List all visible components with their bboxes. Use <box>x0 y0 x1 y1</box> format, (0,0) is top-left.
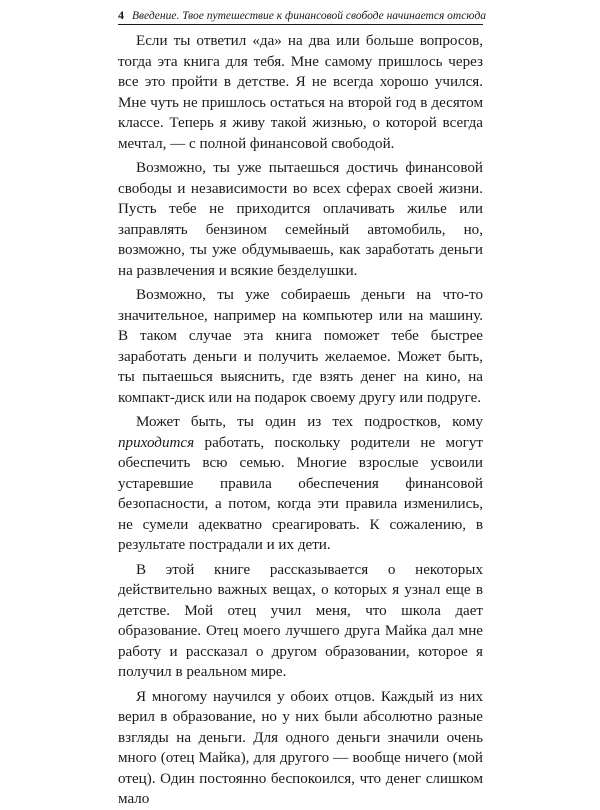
paragraph-text: Может быть, ты один из тех подростков, кому <box>136 414 483 430</box>
book-page <box>118 6 487 807</box>
body-text <box>118 31 483 810</box>
paragraph <box>118 412 483 556</box>
page-number: 4 <box>118 8 124 22</box>
paragraph: Если ты ответил «да» на два или больше вопросов, тогда эта книга для тебя. Мне самому пришлось через все это пройти в детстве. Я не всегда хорошо учился. Мне чуть не пришлось остаться на второй год в десятом классе. Теперь я живу такой жизнью, о которой всегда мечтал, — с полной финансовой свободой. <box>118 33 483 152</box>
paragraph: В этой книге рассказывается о некоторых действительно важных вещах, о которых я узнал еще в детстве. Мой отец учил меня, что школа дает образование. Отец моего лучшего друга Майка дал мне работу и рассказал о другом образовании, которое я получил в реальном мире. <box>118 561 483 680</box>
running-header <box>118 6 487 25</box>
emphasized-word: приходится <box>118 434 195 451</box>
paragraph-text: работать, поскольку родители не могут обеспечить всю семью. Многие взрослые усвоили устаревшие правила обеспечения финансовой безопасности, а потом, когда эти правила изменились, не сумели адекватно среагировать. К сожалению, в результате пострадали и их дети. <box>118 434 483 553</box>
paragraph: Возможно, ты уже собираешь деньги на что-то значительное, например на компьютер или на машину. В таком случае эта книга поможет тебе быстрее заработать деньги и получить желаемое. Может быть, ты пытаешься выяснить, где взять денег на кино, на компакт-диск или на подарок своему другу или подруге. <box>118 287 483 406</box>
running-title: Введение. Твое путешествие к финансовой свободе начинается отсюда <box>132 10 487 22</box>
paragraph: Возможно, ты уже пытаешься достичь финансовой свободы и независимости во всех сферах своей жизни. Пусть тебе не приходится оплачивать жилье или заправлять бензином семейный автомобиль, но, возможно, ты уже обдумываешь, как заработать деньги на развлечения и всякие безделушки. <box>118 160 483 279</box>
paragraph: Я многому научился у обоих отцов. Каждый из них верил в образование, но у них были абсолютно разные взгляды на деньги. Для одного деньги значили очень много (отец Майка), для другого — вообще ничего (мой отец). Один постоянно беспокоился, что денег слишком мало <box>118 688 483 807</box>
